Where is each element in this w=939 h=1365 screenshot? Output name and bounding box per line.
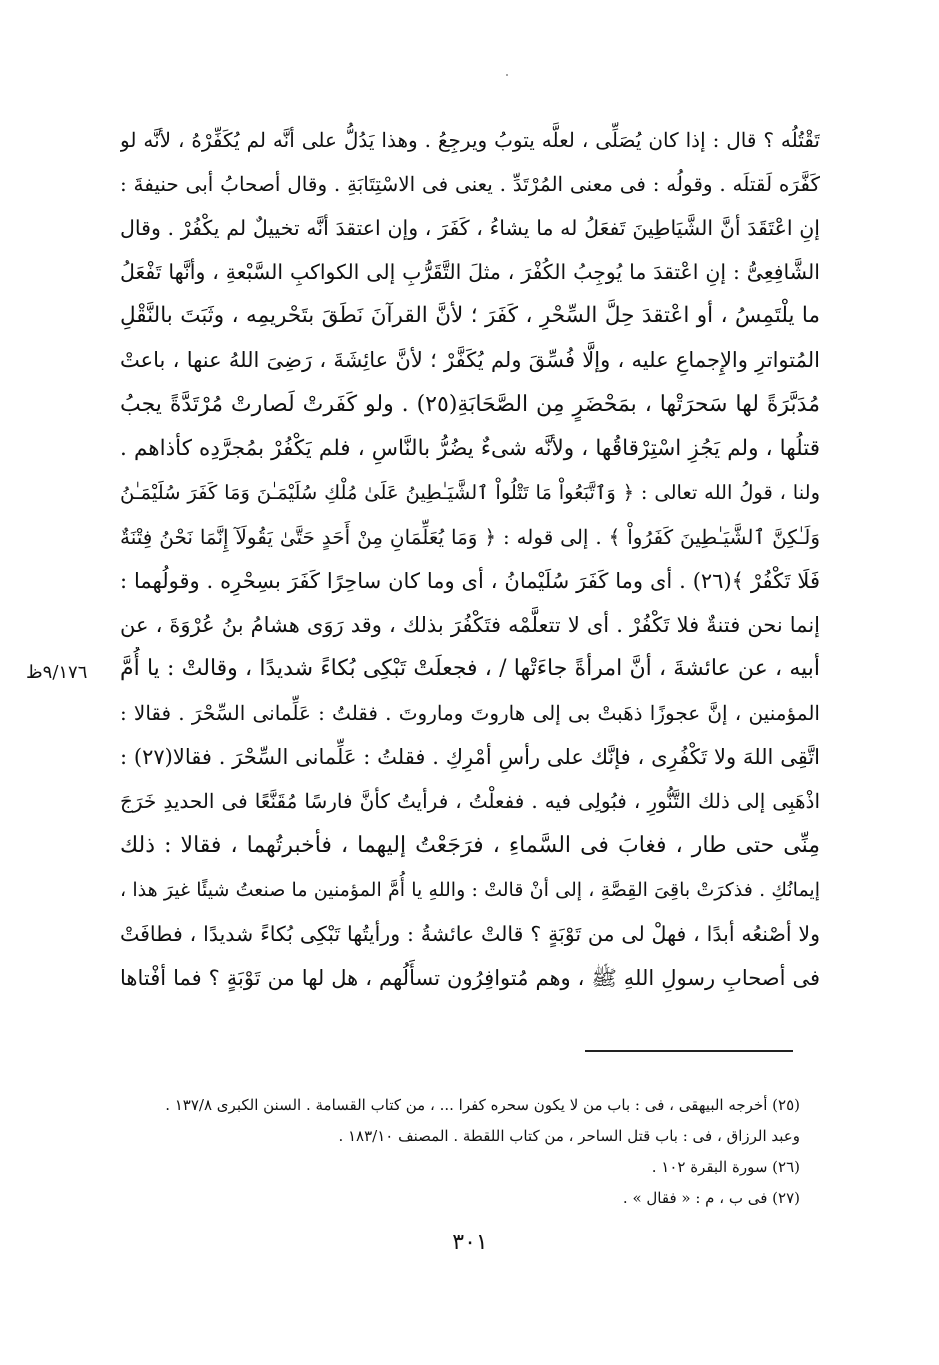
footnote-line: (٢٧) فى ب ، م : « فقال » . xyxy=(622,1189,800,1207)
body-line: إنِ اعْتَقَدَ أنَّ الشَّيَاطِينَ تَفعَلُ له ما يشاءُ ، كَفَرَ ، وإن اعتقدَ أنَّه تخييلٌ لم يكْفُرْ . وقال xyxy=(120,216,820,241)
footnote-line: (٢٥) أخرجه البيهقى ، فى : باب من لا يكون سحره كفرا ... ، من كتاب القسامة . السنن الكبرى ١٣٧/٨ . xyxy=(165,1096,800,1114)
main-text-block xyxy=(120,118,820,1000)
footnotes-block xyxy=(120,1090,800,1214)
body-line: فَلَا تَكْفُرْ ﴾(٢٦) . أى وما كَفَرَ سُلَيْمانُ ، أى وما كان ساحِرًا كَفَرَ بسِحْرِه . وقولُهما : xyxy=(120,568,820,593)
body-line: اتَّقِى اللهَ ولا تَكْفُرِى ، فإنَّك على رأسِ أمْرِكِ . فقلتُ : عَلِّمانى السِّحْرَ . فقالا(٢٧) : xyxy=(120,745,820,770)
footnote-separator xyxy=(585,1050,793,1052)
body-line: كَفَّرَه لَقتلَه . وقولُه : فى معنى المُرْتَدِّ . يعنى فى الاسْتِتَابَةِ . وقال أصحابُ أبى حنيفةَ : xyxy=(120,172,820,197)
body-line: ما يلْتَمِسُ ، أو اعْتقدَ حِلَّ السِّحْرِ ، كَفَرَ ؛ لأنَّ القرآنَ نَطَقَ بتَحْريمِه ، وثَبَتَ بالنَّقْلِ xyxy=(120,303,820,329)
body-line: اذْهَبِى إلى ذلك التَّنُّورِ ، فبُولِى فيه . ففعلْتُ ، فرأيتُ كأنَّ فارسًا مُقَنَّعًا فى الحديدِ خَرَجَ xyxy=(120,789,820,814)
body-line: المُتواترِ والإِجماعِ عليه ، وإلَّا فُسِّقَ ولم يُكَفَّرْ ؛ لأنَّ عائِشَةَ ، رَضِىَ اللهُ عنها ، باعتْ xyxy=(120,348,820,373)
body-line: أبيه ، عن عائشةَ ، أنَّ امرأةً جاءَتْها / ، فجعلَتْ تَبْكِى بُكاءً شديدًا ، وقالتْ : يا أُمَّ xyxy=(120,656,820,682)
margin-manuscript-reference: ٩/١٧٦ظ xyxy=(26,662,88,683)
body-line: مُدَبَّرَةً لها سَحرَتْها ، بمَحْضَرٍ مِن الصَّحَابَةِ(٢٥) . ولو كَفَرتْ لَصارتْ مُرْتَدَّةً يجبُ xyxy=(120,391,820,417)
body-line: الشَّافِعِىُّ : إنِ اعْتقدَ ما يُوجِبُ الكُفْرَ ، مثلَ التَّقَرُّبِ إلى الكواكبِ السَّبْعةِ ، وأنَّها تَفْعَلُ xyxy=(120,260,820,285)
body-line: ولنا ، قولُ الله تعالى : ﴿ وَٱتَّبَعُواْ مَا تَتْلُواْ ٱلشَّيَـٰطِينُ عَلَىٰ مُلْكِ سُلَيْمَـٰنَ وَمَا كَفَرَ سُلَيْمَـٰنُ xyxy=(120,480,820,504)
body-line: قتلُها ، ولم يَجُزِ اسْتِرْقاقُها ، ولأنَّه شىءٌ يضُرُّ بالنَّاسِ ، فلم يَكْفُرْ بمُجرَّدِه كأذاهم . xyxy=(120,435,820,461)
footnote-line: (٢٦) سورة البقرة ١٠٢ . xyxy=(651,1158,800,1176)
body-line: المؤمنين ، إنَّ عجوزًا ذهَبتْ بى إلى هاروتَ وماروتَ . فقلتُ : عَلِّمانى السِّحْرَ . فقالا : xyxy=(120,701,820,726)
body-line: فى أصحابِ رسولِ اللهِ ﷺ ، وهم مُتوافِرُون تسأَلُهم ، هل لها من تَوْبَةٍ ؟ فما أفْتاها xyxy=(120,965,820,990)
body-line: وَلَـٰكِنَّ ٱلشَّيَـٰطِينَ كَفَرُواْ ﴾ . إلى قوله : ﴿ وَمَا يُعَلِّمَانِ مِنْ أَحَدٍ حَتَّىٰ يَقُولَآ إِنَّمَا نَحْنُ فِتْنَةٌ xyxy=(120,524,820,549)
body-line: إنما نحن فتنةٌ فلا تَكْفُرْ . أى لا تتعلَّمْه فتَكْفُرَ بذلك ، وقد رَوَى هشامُ بنُ عُرْوَةَ ، عن xyxy=(120,613,820,638)
body-line: ولا أصْنعُه أبدًا ، فهلْ لى من تَوْبَةٍ ؟ قالتْ عائشةُ : ورأيتُها تَبْكِى بُكاءً شديدًا ، فطافَتْ xyxy=(120,921,820,946)
body-line: إيمانُكِ . فذكرَتْ باقِىَ القِصَّةِ ، إلى أنْ قالتْ : واللهِ يا أُمَّ المؤمنين ما صنعتُ شيئًا غيرَ هذا ، xyxy=(120,878,820,901)
page-number: ٣٠١ xyxy=(452,1230,488,1255)
body-line: مِنِّى حتى طار ، فغابَ فى السَّماءِ ، فرَجَعْتُ إليهما ، فأخبرتُهما ، فقالا : ذلك xyxy=(120,832,820,858)
body-line: تَقْتُلُه ؟ قال : إذا كان يُصَلِّى ، لعلَّه يتوبُ ويرجِعُ . وهذا يَدُلُّ على أنَّه لم يُكَفِّرْهُ ، لأنَّه لو xyxy=(120,128,820,152)
scan-speck xyxy=(506,74,508,76)
footnote-line: وعبد الرزاق ، فى : باب قتل الساحر ، من كتاب اللقطة . المصنف ١٨٣/١٠ . xyxy=(338,1127,800,1145)
